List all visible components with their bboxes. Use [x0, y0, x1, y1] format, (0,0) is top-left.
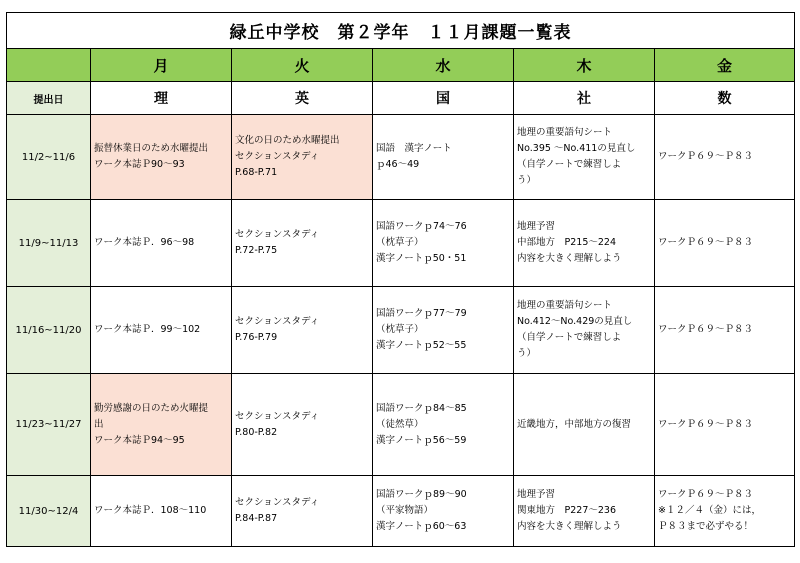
assignment-cell-english — [232, 115, 373, 200]
assignment-line: 内容を大きく理解しよう — [517, 521, 622, 532]
assignment-line: 漢字ノートｐ56～59 — [376, 434, 467, 446]
assignment-cell-math — [655, 374, 795, 476]
assignment-cell-japanese — [373, 287, 514, 374]
submit-date-cell: 11/2~11/6 — [7, 115, 91, 200]
assignment-cell-social-studies — [514, 200, 655, 287]
week-row — [7, 200, 795, 287]
assignment-line: セクションスタディ — [235, 410, 320, 422]
assignment-line: 漢字ノートｐ50・51 — [376, 253, 467, 264]
assignment-cell-science — [91, 200, 232, 287]
assignment-line: 近畿地方，中部地方の復習 — [517, 418, 632, 430]
assignment-cell-japanese — [373, 476, 514, 547]
assignment-line: 国語ワークｐ84～85 — [376, 402, 467, 414]
assignment-line: P.72-P.75 — [235, 245, 278, 256]
assignment-cell-japanese — [373, 200, 514, 287]
assignment-line: セクションスタディ — [235, 497, 320, 508]
assignment-cell-japanese — [373, 374, 514, 476]
assignment-line: （徒然草） — [376, 418, 424, 430]
submit-date-cell: 11/23~11/27 — [7, 374, 91, 476]
weekday-tuesday: 火 — [232, 49, 373, 82]
assignment-line: No.412～No.429の見直し — [517, 316, 633, 327]
assignment-line: 内容を大きく理解しよう — [517, 253, 622, 264]
assignment-line: ワークＰ６９～Ｐ８３ — [658, 237, 754, 248]
assignment-cell-math — [655, 476, 795, 547]
assignment-line: 国語ワークｐ89～90 — [376, 489, 467, 500]
assignment-line: 地理の重要語句シート — [517, 300, 613, 311]
assignment-line: P.68-P.71 — [235, 167, 278, 178]
assignment-line: ワーク本誌Ｐ．99～102 — [94, 324, 201, 335]
assignment-line: Ｐ８３まで必ずやる！ — [658, 521, 754, 532]
assignment-line: 関東地方 P227～236 — [517, 505, 616, 516]
week-row — [7, 476, 795, 547]
week-row — [7, 374, 795, 476]
assignment-cell-social-studies — [514, 374, 655, 476]
assignment-line: 振替休業日のため水曜提出 — [94, 143, 209, 154]
subject-science: 理 — [91, 82, 232, 115]
assignment-line: セクションスタディ — [235, 151, 320, 162]
assignment-line: （自学ノートで練習しよ — [517, 332, 622, 343]
week-row — [7, 115, 795, 200]
blank-corner-cell — [7, 49, 91, 82]
assignment-line: ｐ46～49 — [376, 159, 420, 170]
assignment-line: P.84-P.87 — [235, 513, 278, 524]
assignment-line: （枕草子） — [376, 324, 424, 335]
assignment-sheet — [6, 12, 794, 547]
assignment-line: （平家物語） — [376, 505, 434, 516]
assignment-line: （枕草子） — [376, 237, 424, 248]
assignment-cell-math — [655, 287, 795, 374]
week-row — [7, 287, 795, 374]
assignment-line: う） — [517, 348, 537, 359]
submit-date-cell: 11/30~12/4 — [7, 476, 91, 547]
assignment-line: セクションスタディ — [235, 229, 320, 240]
assignment-cell-science — [91, 115, 232, 200]
assignment-cell-english — [232, 200, 373, 287]
assignment-cell-science — [91, 287, 232, 374]
assignment-line: 出 — [94, 418, 104, 430]
assignment-cell-science — [91, 476, 232, 547]
assignment-line: ワーク本誌Ｐ．96～98 — [94, 237, 195, 248]
weekday-wednesday: 水 — [373, 49, 514, 82]
weekday-header-row — [7, 49, 795, 82]
assignment-line: ワーク本誌Ｐ94～95 — [94, 434, 185, 446]
assignment-line: 文化の日のため水曜提出 — [235, 135, 340, 146]
assignment-cell-social-studies — [514, 115, 655, 200]
assignment-line: No.395 ～No.411の見直し — [517, 143, 636, 154]
weekday-monday: 月 — [91, 49, 232, 82]
submit-date-cell: 11/16~11/20 — [7, 287, 91, 374]
assignment-line: ワークＰ６９～Ｐ８３ — [658, 151, 754, 162]
assignment-cell-english — [232, 287, 373, 374]
assignment-line: 漢字ノートｐ52～55 — [376, 340, 467, 351]
assignment-cell-science — [91, 374, 232, 476]
assignment-line: ワークＰ６９～Ｐ８３ — [658, 489, 754, 500]
subject-header-row — [7, 82, 795, 115]
assignment-line: 地理予習 — [517, 221, 556, 232]
assignment-line: う） — [517, 175, 537, 186]
page-title: 緑丘中学校 第２学年 １１月課題一覧表 — [7, 13, 795, 49]
assignment-line: 国語ワークｐ77～79 — [376, 308, 467, 319]
weekday-friday: 金 — [655, 49, 795, 82]
assignment-line: 地理予習 — [517, 489, 556, 500]
assignment-cell-english — [232, 374, 373, 476]
subject-social-studies: 社 — [514, 82, 655, 115]
assignment-line: 地理の重要語句シート — [517, 127, 613, 138]
assignment-cell-math — [655, 115, 795, 200]
assignment-cell-social-studies — [514, 476, 655, 547]
assignment-cell-math — [655, 200, 795, 287]
assignment-line: （自学ノートで練習しよ — [517, 159, 622, 170]
assignment-line: ワークＰ６９～Ｐ８３ — [658, 324, 754, 335]
assignment-cell-english — [232, 476, 373, 547]
assignment-line: 国語ワークｐ74～76 — [376, 221, 467, 232]
assignment-line: P.80-P.82 — [235, 426, 278, 438]
weekday-thursday: 木 — [514, 49, 655, 82]
assignment-table — [6, 12, 795, 547]
assignment-line: P.76-P.79 — [235, 332, 278, 343]
submit-date-label: 提出日 — [7, 82, 91, 115]
assignment-line: 国語 漢字ノート — [376, 143, 452, 154]
assignment-line: ワーク本誌Ｐ．108～110 — [94, 505, 207, 516]
assignment-cell-japanese — [373, 115, 514, 200]
assignment-line: 勤労感謝の日のため火曜提 — [94, 402, 209, 414]
submit-date-cell: 11/9~11/13 — [7, 200, 91, 287]
subject-japanese: 国 — [373, 82, 514, 115]
assignment-line: ワークＰ６９～Ｐ８３ — [658, 418, 754, 430]
assignment-cell-social-studies — [514, 287, 655, 374]
subject-english: 英 — [232, 82, 373, 115]
assignment-line: 中部地方 P215～224 — [517, 237, 616, 248]
subject-math: 数 — [655, 82, 795, 115]
assignment-line: 漢字ノートｐ60～63 — [376, 521, 467, 532]
assignment-line: ワーク本誌Ｐ90～93 — [94, 159, 185, 170]
assignment-line: セクションスタディ — [235, 316, 320, 327]
assignment-line: ※１２／４（金）には， — [658, 505, 761, 516]
